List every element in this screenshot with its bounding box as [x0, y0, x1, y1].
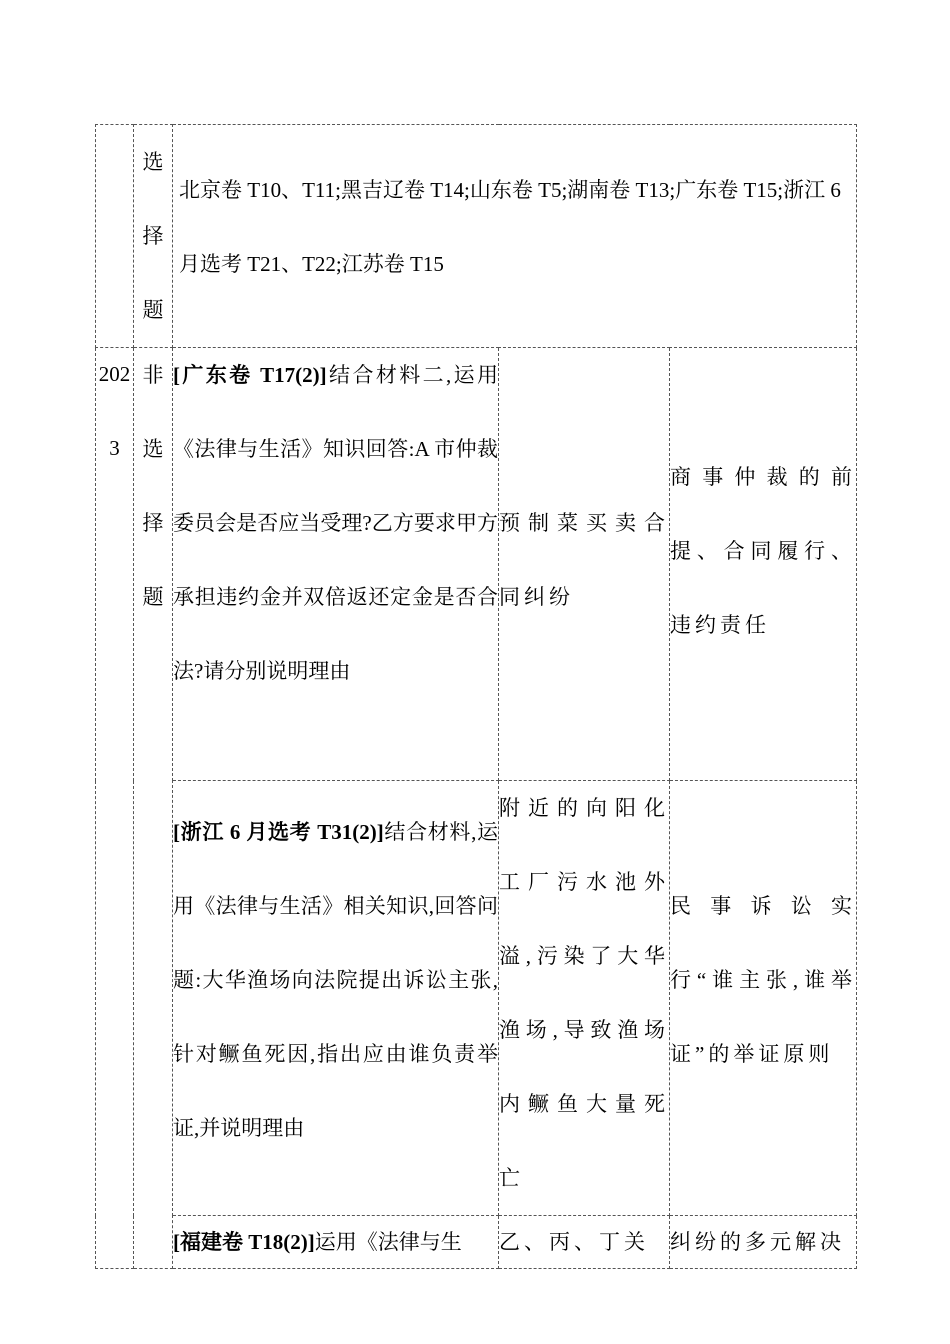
year-cell: [96, 348, 134, 1269]
type-char: 择: [142, 511, 164, 535]
context-cell: [499, 781, 670, 1216]
type-char: 择: [142, 224, 164, 248]
type-char: 非: [142, 363, 164, 387]
context-text: 附近的向阳化工厂污水池外溢,污染了大华渔场,导致渔场内鳜鱼大量死亡: [499, 796, 669, 1190]
question-cell: [173, 781, 499, 1216]
knowledge-cell: [670, 781, 857, 1216]
year-text-part1: 202: [98, 362, 131, 386]
table-row: [96, 781, 857, 1216]
question-type-cell: [134, 125, 173, 348]
context-text: 乙、丙、丁关: [499, 1230, 649, 1254]
question-text: 结合材料,运用《法律与生活》相关知识,回答问题:大华渔场向法院提出诉讼主张,针对鳜鱼死因,指出应由谁负责举证,并说明理由: [173, 820, 499, 1140]
question-type-cell: [134, 348, 173, 1269]
knowledge-text: 商事仲裁的前提、合同履行、违约责任: [670, 465, 856, 637]
context-text: 预制菜买卖合同纠纷: [499, 511, 669, 609]
exam-topic-table: [95, 124, 857, 1269]
knowledge-text: 纠纷的多元解决: [670, 1230, 845, 1254]
knowledge-text: 民事诉讼实行“谁主张,谁举证”的举证原则: [670, 894, 856, 1066]
context-cell: [499, 348, 670, 781]
type-char: 题: [142, 585, 164, 609]
question-cell: [173, 1216, 499, 1269]
question-cell: [173, 348, 499, 781]
knowledge-cell: [670, 1216, 857, 1269]
question-source: [广东卷 T17(2)]: [173, 363, 327, 387]
question-source: [福建卷 T18(2)]: [173, 1230, 315, 1254]
type-char: 选: [142, 437, 164, 461]
context-cell: [499, 1216, 670, 1269]
year-text-part2: 3: [109, 436, 120, 460]
question-source: [浙江 6 月选考 T31(2)]: [173, 820, 384, 844]
table-row: [96, 1216, 857, 1269]
type-char: 选: [142, 150, 164, 174]
choice-questions-list: 北京卷 T10、T11;黑吉辽卷 T14;山东卷 T5;湖南卷 T13;广东卷 T15;浙江 6 月选考 T21、T22;江苏卷 T15: [179, 178, 841, 276]
choice-questions-cell: [173, 125, 857, 348]
table-row: [96, 125, 857, 348]
type-char: 题: [142, 298, 164, 322]
year-cell-empty: [96, 125, 134, 348]
question-text: 结合材料二,运用《法律与生活》知识回答:A 市仲裁委员会是否应当受理?乙方要求甲方承担违约金并双倍返还定金是否合法?请分别说明理由: [173, 363, 499, 683]
knowledge-cell: [670, 348, 857, 781]
question-text: 运用《法律与生: [314, 1230, 462, 1254]
table-row: [96, 348, 857, 781]
